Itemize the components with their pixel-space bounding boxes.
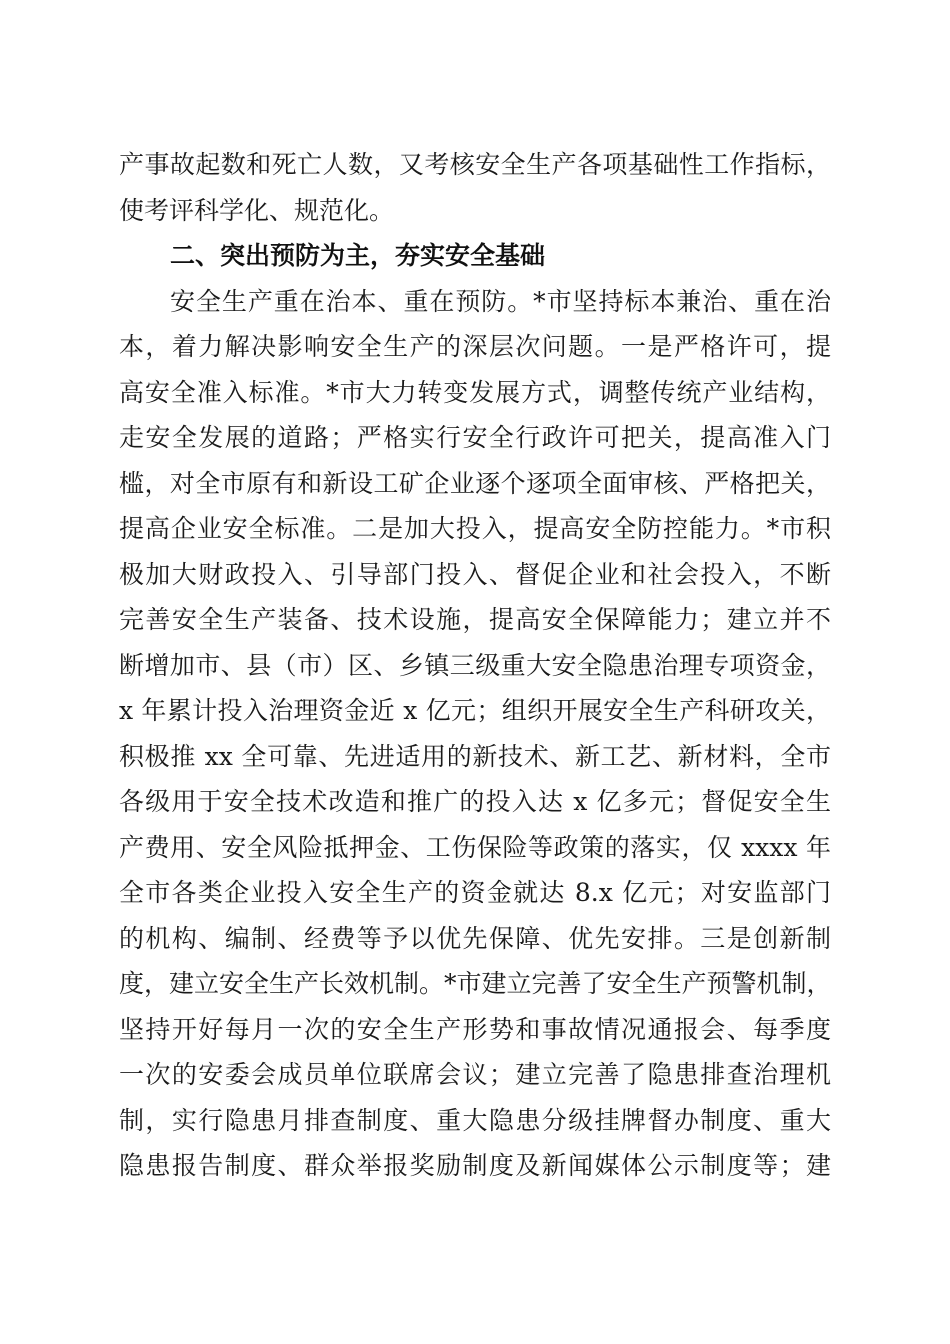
text-line: 极加大财政投入、引导部门投入、督促企业和社会投入，不断	[119, 560, 831, 589]
text-line: 安全生产重在治本、重在预防。*市坚持标本兼治、重在治	[170, 287, 831, 316]
section-heading: 二、突出预防为主，夯实安全基础	[170, 241, 546, 270]
text-line: 一次的安委会成员单位联席会议；建立完善了隐患排查治理机	[119, 1060, 831, 1089]
text-line: 积极推 xx 全可靠、先进适用的新技术、新工艺、新材料，全市	[119, 742, 831, 771]
text-line: 完善安全生产装备、技术设施，提高安全保障能力；建立并不	[119, 605, 831, 634]
text-line: x 年累计投入治理资金近 x 亿元；组织开展安全生产科研攻关，	[119, 696, 831, 725]
text-line: 全市各类企业投入安全生产的资金就达 8.x 亿元；对安监部门	[119, 878, 831, 907]
text-line: 槛，对全市原有和新设工矿企业逐个逐项全面审核、严格把关，	[119, 469, 831, 498]
text-line: 产费用、安全风险抵押金、工伤保险等政策的落实，仅 xxxx 年	[119, 833, 831, 862]
text-line: 提高企业安全标准。二是加大投入，提高安全防控能力。*市积	[119, 514, 831, 543]
text-line: 产事故起数和死亡人数，又考核安全生产各项基础性工作指标，	[119, 150, 831, 179]
text-line: 使考评科学化、规范化。	[119, 196, 395, 225]
text-line: 的机构、编制、经费等予以优先保障、优先安排。三是创新制	[119, 924, 831, 953]
text-line: 度，建立安全生产长效机制。*市建立完善了安全生产预警机制，	[119, 969, 832, 998]
text-line: 断增加市、县（市）区、乡镇三级重大安全隐患治理专项资金，	[119, 651, 831, 680]
text-line: 隐患报告制度、群众举报奖励制度及新闻媒体公示制度等；建	[119, 1151, 831, 1180]
text-line: 各级用于安全技术改造和推广的投入达 x 亿多元；督促安全生	[119, 787, 831, 816]
text-line: 高安全准入标准。*市大力转变发展方式，调整传统产业结构，	[119, 378, 831, 407]
text-line: 制，实行隐患月排查制度、重大隐患分级挂牌督办制度、重大	[119, 1106, 831, 1135]
text-line: 坚持开好每月一次的安全生产形势和事故情况通报会、每季度	[119, 1015, 831, 1044]
text-line: 本，着力解决影响安全生产的深层次问题。一是严格许可，提	[119, 332, 831, 361]
text-line: 走安全发展的道路；严格实行安全行政许可把关，提高准入门	[119, 423, 831, 452]
